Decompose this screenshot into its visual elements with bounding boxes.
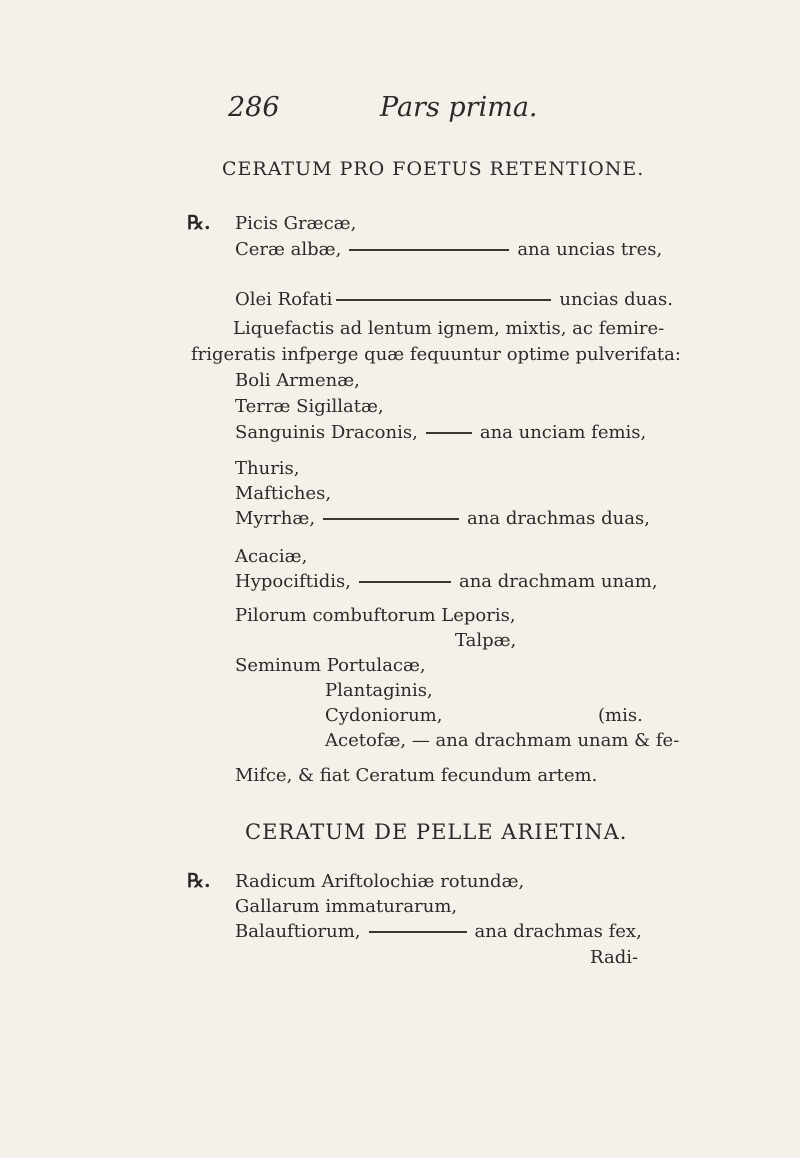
turnover-text: (mis. (598, 705, 643, 726)
page-header (0, 92, 800, 132)
ingredient-line: Boli Armenæ, (235, 370, 360, 391)
ingredient-name: Olei Rofati (235, 289, 333, 310)
dose-text: ana uncias tres, (517, 239, 663, 260)
section-title-foetus: CERATUM PRO FOETUS RETENTIONE. (222, 158, 645, 180)
ingredient-line: Pilorum combuftorum Leporis, (235, 605, 516, 626)
ingredient-line: Plantaginis, (325, 680, 433, 701)
ingredient-line (235, 571, 658, 592)
ingredient-line: Cydoniorum, (325, 705, 443, 726)
ingredient-name: Ceræ albæ, (235, 239, 342, 260)
ingredient-name: Sanguinis Draconis, (235, 422, 418, 443)
ingredient-name: Balauftiorum, (235, 921, 361, 942)
ingredient-line (235, 239, 662, 260)
ingredient-line (235, 422, 646, 443)
ingredient-line: Talpæ, (455, 630, 517, 651)
dash-rule (426, 432, 472, 434)
running-title: Pars prima. (380, 92, 538, 123)
instruction-text: Liquefactis ad lentum ignem, mixtis, ac femire- (233, 318, 665, 339)
dose-text: ana drachmas duas, (467, 508, 650, 529)
ingredient-line: Maftiches, (235, 483, 332, 504)
ingredient-line: Thuris, (235, 458, 300, 479)
ingredient-line (235, 289, 673, 310)
instruction-text: Mifce, & fiat Ceratum fecundum artem. (235, 765, 598, 786)
ingredient-line (235, 921, 642, 942)
instruction-text: frigeratis infperge quæ fequuntur optime pulverifata: (191, 344, 681, 365)
ingredient-line: Seminum Portulacæ, (235, 655, 426, 676)
ingredient-line: Gallarum immaturarum, (235, 896, 458, 917)
dose-text: ana drachmas fex, (474, 921, 642, 942)
dose-text: uncias duas. (559, 289, 673, 310)
ingredient-line: Terræ Sigillatæ, (235, 396, 384, 417)
ingredient-line: Acetofæ, — ana drachmam unam & fe- (325, 730, 680, 751)
dash-rule (323, 518, 459, 520)
section-title-pelle: CERATUM DE PELLE ARIETINA. (245, 820, 628, 844)
ingredient-line (235, 508, 650, 529)
ingredient-line: Acaciæ, (235, 546, 308, 567)
dash-rule (369, 931, 467, 933)
catchword: Radi- (590, 947, 639, 968)
ingredient-name: Myrrhæ, (235, 508, 316, 529)
ingredient-name: Hypociftidis, (235, 571, 351, 592)
ingredient-line: Radicum Ariftolochiæ rotundæ, (235, 871, 525, 892)
dash-rule (349, 249, 509, 251)
dose-text: ana unciam femis, (479, 422, 647, 443)
dose-text: ana drachmam unam, (458, 571, 658, 592)
page-number: 286 (228, 92, 280, 123)
recipe-symbol: ℞. (187, 212, 211, 234)
dash-rule (359, 581, 451, 583)
recipe-symbol: ℞. (187, 870, 211, 892)
ingredient-line: Picis Græcæ, (235, 213, 357, 234)
dash-rule (336, 299, 551, 301)
